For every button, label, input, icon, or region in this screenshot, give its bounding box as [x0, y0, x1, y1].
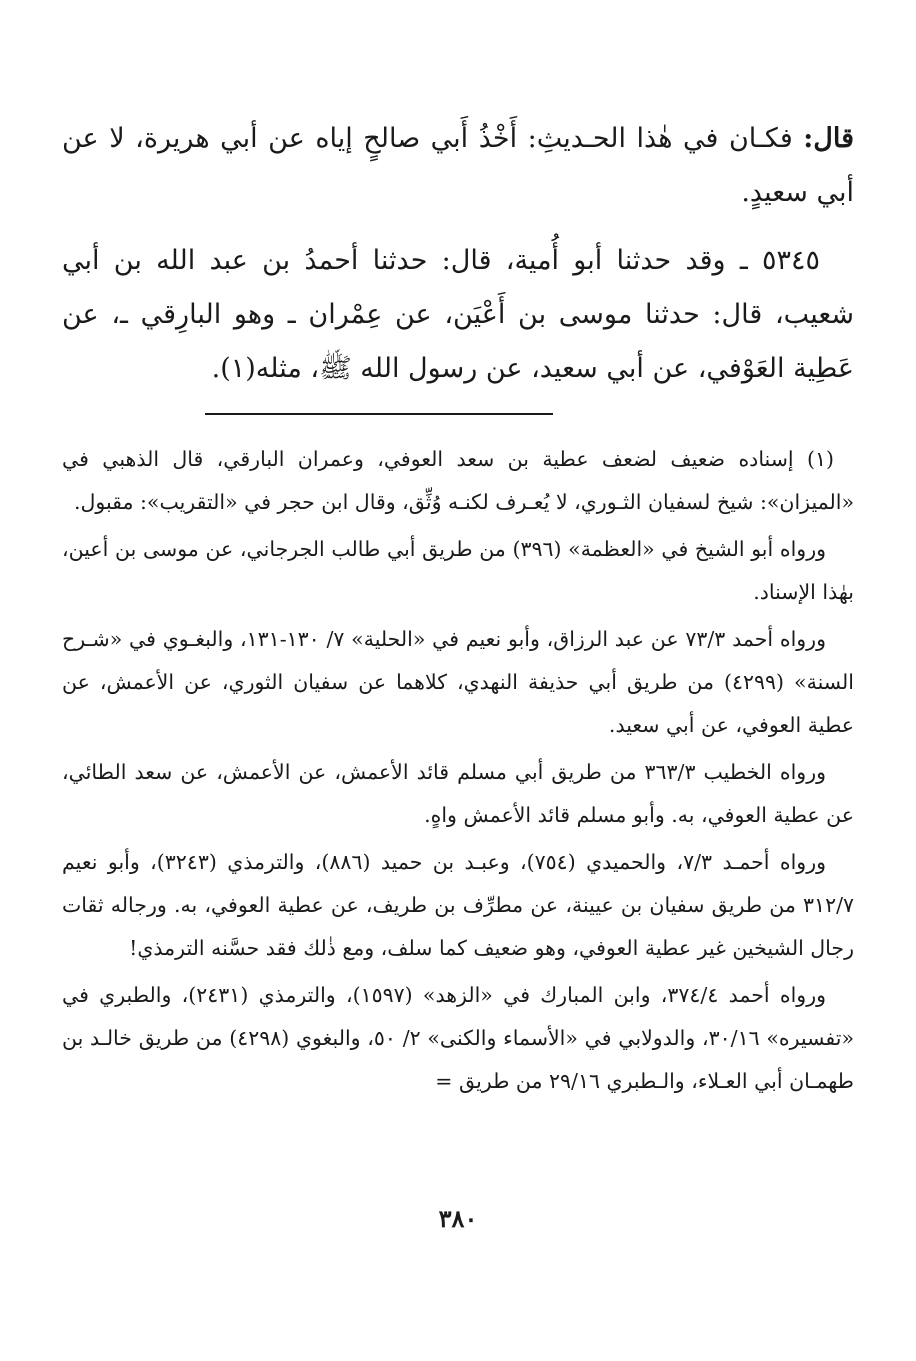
- paragraph-lead-word: قال:: [803, 123, 854, 154]
- main-text: [62, 112, 854, 410]
- paragraph-text: فكـان في هٰذا الحـديثِ: أَخْذُ أَبي صالحٍ إياه عن أبي هريرة، لا عن أبي سعيدٍ.: [62, 123, 854, 208]
- footnote-paragraph: ورواه أحمد ٧٣/٣ عن عبد الرزاق، وأبو نعيم في «الحلية» ٧/ ١٣٠-١٣١، والبغـوي في «شـرح السنة» (٤٢٩٩) من طريق أبي حذيفة النهدي، كلاهما عن سفيان الثوري، عن الأعمش، عن عطية العوفي، عن أبي سعيد.: [62, 627, 854, 737]
- hadith-paragraph: ٥٣٤٥ ـ وقد حدثنا أبو أُمية، قال: حدثنا أحمدُ بن عبد الله بن أبي شعيب، قال: حدثنا موسى بن أَعْيَن، عن عِمْران ـ وهو البارِقي ـ، عن عَطِية العَوْفي، عن أبي سعيد، عن رسول الله ﷺ، مثله(١).: [62, 245, 854, 384]
- footnote-paragraph: ورواه أحمد ٣٧٤/٤، وابن المبارك في «الزهد» (١٥٩٧)، والترمذي (٢٤٣١)، والطبري في «تفسيره» ٣٠/١٦، والدولابي في «الأسماء والكنى» ٢/ ٥٠، والبغوي (٤٢٩٨) من طريق خالـد بن طهمـان أبي العـلاء، والـطبري ٢٩/١٦ من طريق =: [62, 983, 855, 1093]
- footnote-separator: [205, 413, 553, 415]
- main-paragraph: [62, 112, 854, 220]
- page-number: ٣٨٠: [438, 1204, 478, 1233]
- footnote-paragraph: ورواه أحمـد ٧/٣، والحميدي (٧٥٤)، وعبـد بن حميد (٨٨٦)، والترمذي (٣٢٤٣)، وأبو نعيم ٣١٢/٧ من طريق سفيان بن عيينة، عن مطرِّف بن طريف، عن عطية العوفي، به. ورجاله ثقات رجال الشيخين غير عطية العوفي، وهو ضعيف كما سلف، ومع ذٰلك فقد حسَّنه الترمذي!: [62, 850, 854, 960]
- footnotes: [62, 438, 854, 1107]
- footnote-paragraph: ورواه الخطيب ٣٦٣/٣ من طريق أبي مسلم قائد الأعمش، عن الأعمش، عن سعد الطائي، عن عطية العوفي، به. وأبو مسلم قائد الأعمش واهٍ.: [62, 760, 854, 827]
- book-page: [62, 0, 854, 1361]
- footnote-paragraph: ورواه أبو الشيخ في «العظمة» (٣٩٦) من طريق أبي طالب الجرجاني، عن موسى بن أعين، بهٰذا الإسناد.: [62, 537, 854, 604]
- footnote-paragraph: (١) إسناده ضعيف لضعف عطية بن سعد العوفي، وعمران البارقي، قال الذهبي في «الميزان»: شيخ لسفيان الثـوري، لا يُعـرف لكنـه وُثِّق، وقال ابن حجر في «التقريب»: مقبول.: [62, 447, 854, 514]
